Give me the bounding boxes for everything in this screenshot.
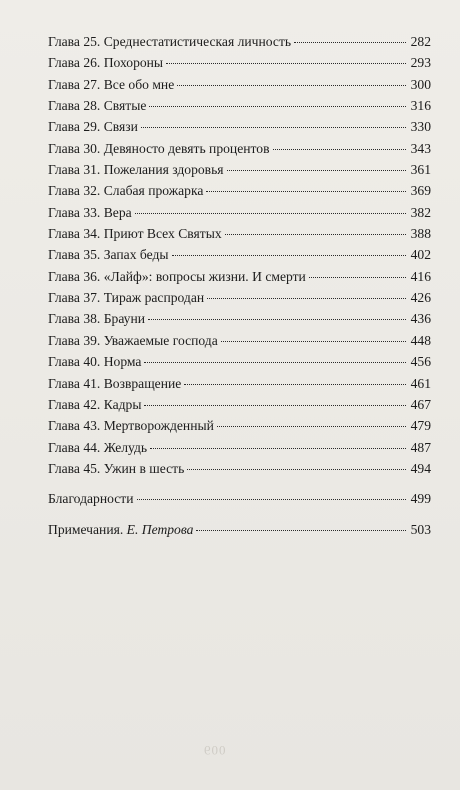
toc-entry (48, 351, 431, 372)
toc-entry-title: Глава 36. «Лайф»: вопросы жизни. И смерти (48, 268, 306, 284)
toc-entry-page: 499 (410, 491, 431, 507)
toc-entry (48, 266, 431, 287)
toc-entry-page: 402 (410, 247, 431, 263)
toc-entry-page: 316 (410, 98, 431, 114)
toc-entry (48, 95, 431, 116)
toc-entry-page: 382 (410, 204, 431, 220)
toc-entry-page: 369 (410, 183, 431, 199)
toc-entry (48, 394, 431, 415)
toc-entry-title: Глава 34. Приют Всех Святых (48, 226, 222, 242)
leader-dots (144, 362, 406, 363)
toc-entry (48, 116, 431, 137)
leader-dots (135, 213, 406, 214)
toc-entry-page: 456 (410, 354, 431, 370)
toc-entry-title (48, 519, 193, 540)
leader-dots (166, 63, 406, 64)
toc-entry-title: Глава 43. Мертворожденный (48, 418, 214, 434)
toc-entry-page: 503 (410, 521, 431, 537)
toc-entry-title: Глава 37. Тираж распродан (48, 290, 205, 306)
leader-dots (207, 298, 406, 299)
toc-entry-page: 487 (410, 439, 431, 455)
toc-entry-title: Глава 31. Пожелания здоровья (48, 162, 224, 178)
notes-label: Примечания. (48, 521, 124, 537)
leader-dots (149, 106, 406, 107)
table-of-contents (48, 31, 431, 540)
toc-entry-page: 436 (410, 311, 431, 327)
toc-entry (48, 308, 431, 329)
toc-entry-page: 300 (410, 76, 431, 92)
toc-entry-title: Глава 45. Ужин в шесть (48, 460, 185, 476)
toc-entry-title: Глава 35. Запах беды (48, 247, 169, 263)
toc-entry-title: Глава 42. Кадры (48, 396, 142, 412)
toc-entry-title: Глава 28. Святые (48, 98, 147, 114)
toc-entry-page: 330 (410, 119, 431, 135)
leader-dots (196, 530, 406, 531)
leader-dots (187, 469, 406, 470)
toc-entry (48, 31, 431, 52)
toc-entry-title: Глава 27. Все обо мне (48, 76, 175, 92)
toc-entry (48, 180, 431, 201)
page-number: 600 (204, 743, 227, 758)
leader-dots (206, 191, 406, 192)
toc-entry (48, 437, 431, 458)
toc-entry-title: Глава 44. Желудь (48, 439, 148, 455)
toc-entry-title: Глава 30. Девяносто девять процентов (48, 140, 270, 156)
toc-entry (48, 330, 431, 351)
toc-entry-title: Глава 41. Возвращение (48, 375, 182, 391)
toc-entry-notes (48, 519, 431, 540)
leader-dots (309, 277, 406, 278)
toc-entry-page: 361 (410, 162, 431, 178)
toc-entry-title: Глава 32. Слабая прожарка (48, 183, 204, 199)
leader-dots (294, 42, 406, 43)
toc-entry-page: 388 (410, 226, 431, 242)
toc-entry-page: 494 (410, 460, 431, 476)
toc-entry (48, 202, 431, 223)
toc-entry-title: Глава 29. Связи (48, 119, 138, 135)
leader-dots (225, 234, 406, 235)
toc-entry-title: Глава 26. Похороны (48, 55, 164, 71)
toc-entry-title: Глава 40. Норма (48, 354, 142, 370)
toc-entry-page: 293 (410, 55, 431, 71)
toc-entry (48, 287, 431, 308)
toc-entry-title: Глава 25. Среднестатистическая личность (48, 34, 292, 49)
toc-entry (48, 223, 431, 244)
leader-dots (227, 170, 406, 171)
leader-dots (217, 426, 406, 427)
leader-dots (172, 255, 406, 256)
toc-entry-title: Глава 39. Уважаемые господа (48, 332, 218, 348)
toc-entry (48, 458, 431, 479)
toc-entry-page: 461 (410, 375, 431, 391)
leader-dots (221, 341, 406, 342)
toc-entry (48, 52, 431, 73)
toc-entry-page: 426 (410, 290, 431, 306)
leader-dots (144, 405, 406, 406)
leader-dots (141, 127, 406, 128)
toc-entry-page: 448 (410, 332, 431, 348)
toc-entry (48, 415, 431, 436)
leader-dots (273, 149, 407, 150)
leader-dots (184, 384, 406, 385)
toc-entry-page: 282 (410, 34, 431, 49)
toc-entry-page: 467 (410, 396, 431, 412)
toc-entry (48, 138, 431, 159)
toc-entry (48, 373, 431, 394)
leader-dots (177, 85, 406, 86)
leader-dots (137, 499, 407, 500)
toc-entry-page: 479 (410, 418, 431, 434)
toc-entry-page: 343 (410, 140, 431, 156)
toc-entry-page: 416 (410, 268, 431, 284)
toc-entry (48, 244, 431, 265)
toc-entry (48, 74, 431, 95)
toc-entry-acknowledgements (48, 488, 431, 509)
toc-entry (48, 159, 431, 180)
leader-dots (148, 319, 406, 320)
toc-entry-title: Глава 33. Вера (48, 204, 132, 220)
toc-entry-title: Глава 38. Брауни (48, 311, 146, 327)
toc-entry-title: Благодарности (48, 491, 134, 507)
leader-dots (150, 448, 406, 449)
notes-author: Е. Петрова (126, 521, 194, 537)
